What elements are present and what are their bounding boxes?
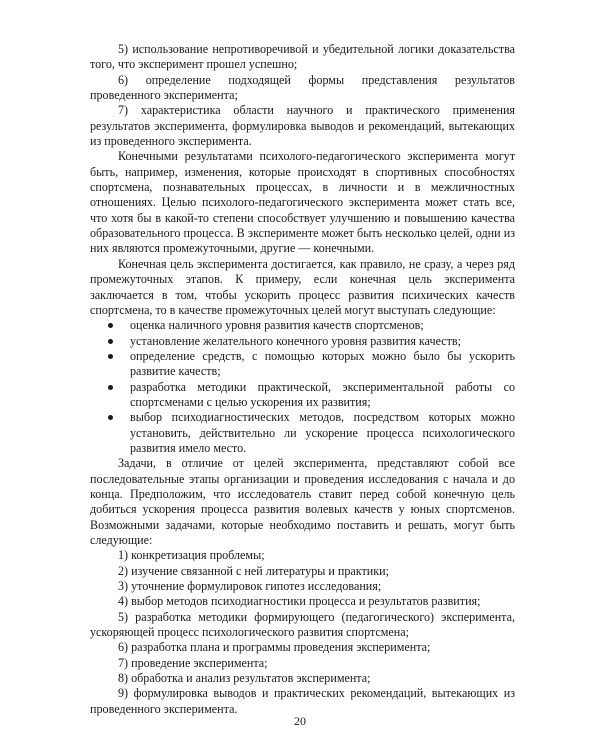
list-item: 2) изучение связанной с ней литературы и практики; xyxy=(118,563,389,578)
bullet-item xyxy=(90,334,515,349)
bullet-item xyxy=(90,318,515,333)
list-item: 1) конкретизация проблемы; xyxy=(118,548,265,563)
list-item: 9) формулировка выводов и практических рекомендаций, вытекающих из проведенного эксперимента. xyxy=(90,686,515,716)
bullet-text: установление желательного конечного уровня развития качеств; xyxy=(130,333,461,348)
bullet-item xyxy=(90,410,515,456)
bullet-text: выбор психодиагностических методов, посредством которых можно установить, действительно ли ускорение процесса психологического развития имело место. xyxy=(130,410,515,455)
paragraph: Задачи, в отличие от целей эксперимента, представляют собой все последовательные этапы организации и проведения исследования с начала и до конца. Предположим, что исследователь ставит перед собой конечную цель добиться ускорения процесса развития волевых качеств у юных спортсменов. Возможными задачами, которые необходимо поставить и решать, могут быть следующие: xyxy=(90,456,515,547)
list-item: 5) разработка методики формирующего (педагогического) эксперимента, ускоряющей процесс психологического развития спортсмена; xyxy=(90,609,515,640)
bullet-text: определение средств, с помощью которых можно было бы ускорить развитие качеств; xyxy=(130,348,515,379)
page-number: 20 xyxy=(294,714,306,728)
bullet-text: оценка наличного уровня развития качеств спортсменов; xyxy=(130,318,424,333)
paragraph: Конечная цель эксперимента достигается, как правило, не сразу, а через ряд промежуточных этапов. К примеру, если конечная цель эксперимента заключается в том, чтобы ускорить процесс развития психических качеств спортсмена, то в качестве промежуточных целей могут выступать следующие: xyxy=(90,256,515,317)
list-item: 8) обработка и анализ результатов эксперимента; xyxy=(118,671,371,686)
list-item: 7) проведение эксперимента; xyxy=(118,655,268,670)
paragraph: 7) характеристика области научного и практического применения результатов эксперимента, формулировка выводов и рекомендаций, вытекающих из проведенного эксперимента. xyxy=(90,103,515,149)
bullet-dot-icon xyxy=(108,354,113,359)
bullet-dot-icon xyxy=(108,385,113,390)
bullet-item xyxy=(90,349,515,380)
body-text xyxy=(90,42,515,717)
list-item: 3) уточнение формулировок гипотез исследования; xyxy=(118,579,382,594)
bullet-dot-icon xyxy=(108,415,113,420)
bullet-dot-icon xyxy=(108,323,113,328)
bullet-text: разработка методики практической, экспериментальной работы со спортсменами с целью ускорения их развития; xyxy=(130,379,515,409)
bullet-item xyxy=(90,380,515,411)
paragraph: 5) использование непротиворечивой и убедительной логики доказательства того, что эксперимент прошел успешно; xyxy=(90,42,515,72)
paragraph: 6) определение подходящей формы представления результатов проведенного эксперимента; xyxy=(90,72,515,103)
list-item: 4) выбор методов психодиагностики процесса и результатов развития; xyxy=(118,594,481,609)
paragraph: Конечными результатами психолого-педагогического эксперимента могут быть, например, изменения, которые происходят в спортивных способностях спортсмена, познавательных процессах, в личности и в межличностных отношениях. Целью психолого-педагогического эксперимента может стать все, что хотя бы в какой-то степени способствует улучшению и повышению качества образовательного процесса. В эксперименте может быть несколько целей, одни из них являются промежуточными, другие — конечными. xyxy=(90,149,515,256)
list-item: 6) разработка плана и программы проведения эксперимента; xyxy=(118,640,431,655)
bullet-dot-icon xyxy=(108,339,113,344)
